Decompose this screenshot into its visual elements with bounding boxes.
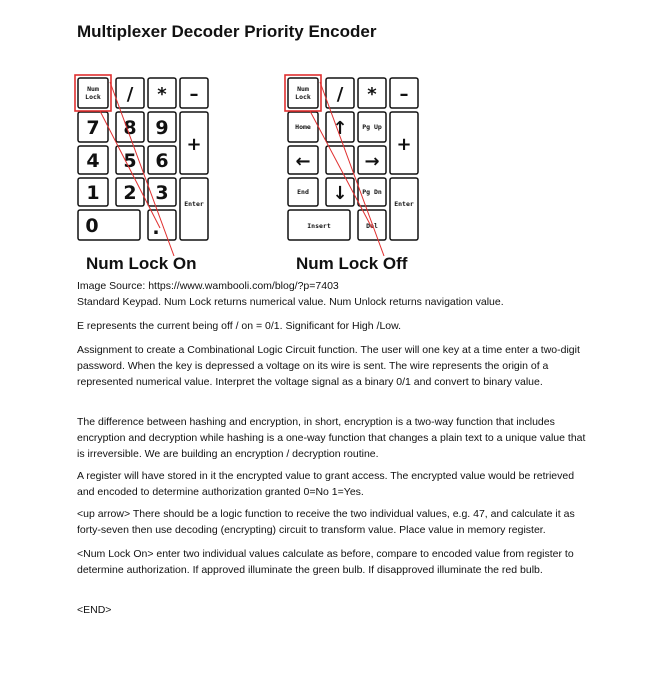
svg-text:–: – xyxy=(399,84,409,105)
up-arrow-paragraph: <up arrow> There should be a logic function to receive the two individual values, e.g. 47, and calculate it as forty-seven then use decoding (encrypting) circuit to transform value. Place value in memory register. xyxy=(77,508,575,536)
key-numlock-off xyxy=(288,78,318,108)
svg-text:←: ← xyxy=(295,151,311,172)
key-blank-5 xyxy=(326,146,354,174)
svg-text:Num: Num xyxy=(297,85,309,93)
svg-text:0: 0 xyxy=(85,215,99,237)
svg-text:*: * xyxy=(157,84,167,105)
svg-text:Enter: Enter xyxy=(394,200,414,208)
key-0 xyxy=(78,210,140,240)
key-left-arrow xyxy=(288,146,318,174)
svg-text:/: / xyxy=(126,84,134,105)
hashing-encryption-paragraph: The difference between hashing and encryption, in short, encryption is a two-way function that includes encryption and decryption while hashing is a one-way function that changes a plain text to a unique value that is irreversible. We are building an encryption / decryption routine. xyxy=(77,416,586,460)
key-1 xyxy=(78,178,108,206)
key-star-on xyxy=(148,78,176,108)
key-plus-off xyxy=(390,112,418,174)
key-slash-on xyxy=(116,78,144,108)
svg-text:5: 5 xyxy=(123,150,137,172)
key-end xyxy=(288,178,318,206)
keypad-figure xyxy=(0,0,660,290)
e-represents-note: E represents the current being off / on = 0/1. Significant for High /Low. xyxy=(77,320,402,332)
key-dot xyxy=(148,210,176,240)
svg-text:9: 9 xyxy=(155,117,169,139)
assignment-paragraph: Assignment to create a Combinational Logic Circuit function. The user will one key at a time enter a two-digit password. When the key is depressed a voltage on its wire is sent. The wire represents the origin of a represented numerical value. Interpret the voltage signal as a binary 0/1 and convert to binary value. xyxy=(77,344,580,388)
svg-text:3: 3 xyxy=(155,182,169,204)
numlock-on-paragraph: <Num Lock On> enter two individual values calculate as before, compare to encoded value from register to determine authorization. If approved illuminate the green bulb. If disapproved illuminate the red bulb. xyxy=(77,548,574,576)
key-home xyxy=(288,112,318,142)
svg-text:8: 8 xyxy=(123,117,137,139)
svg-text:6: 6 xyxy=(155,150,169,172)
svg-text:Lock: Lock xyxy=(295,93,311,101)
caption-numlock-on: Num Lock On xyxy=(86,254,197,273)
svg-text:*: * xyxy=(367,84,377,105)
svg-text:+: + xyxy=(186,134,202,155)
key-slash-off xyxy=(326,78,354,108)
key-3 xyxy=(148,178,176,206)
register-paragraph: A register will have stored in it the encrypted value to grant access. The encrypted value would be retrieved and encoded to determine authorization granted 0=No 1=Yes. xyxy=(77,470,575,498)
svg-text:7: 7 xyxy=(86,117,100,139)
svg-text:Pg Dn: Pg Dn xyxy=(362,188,382,196)
keypad-numlock-on xyxy=(75,75,208,256)
image-source: Image Source: https://www.wambooli.com/blog/?p=7403 xyxy=(77,280,339,292)
end-marker: <END> xyxy=(77,604,112,616)
key-7 xyxy=(78,112,108,142)
svg-text:.: . xyxy=(152,217,160,239)
key-enter-off xyxy=(390,178,418,240)
key-minus-on xyxy=(180,78,208,108)
key-minus-off xyxy=(390,78,418,108)
key-star-off xyxy=(358,78,386,108)
key-right-arrow xyxy=(358,146,386,174)
key-enter-on xyxy=(180,178,208,240)
key-pgdn xyxy=(358,178,386,206)
key-insert xyxy=(288,210,350,240)
key-9 xyxy=(148,112,176,142)
key-6 xyxy=(148,146,176,174)
caption-numlock-off: Num Lock Off xyxy=(296,254,408,273)
svg-text:Lock: Lock xyxy=(85,93,101,101)
key-del xyxy=(358,210,386,240)
svg-text:Del: Del xyxy=(366,222,378,230)
svg-text:End: End xyxy=(297,188,309,196)
svg-text:/: / xyxy=(336,84,344,105)
svg-text:Pg Up: Pg Up xyxy=(362,123,382,131)
key-4 xyxy=(78,146,108,174)
svg-text:Home: Home xyxy=(295,123,311,131)
svg-text:4: 4 xyxy=(86,150,100,172)
svg-text:2: 2 xyxy=(123,182,137,204)
keypad-numlock-off xyxy=(285,75,418,256)
svg-text:↑: ↑ xyxy=(332,118,348,139)
svg-text:Enter: Enter xyxy=(184,200,204,208)
key-plus-on xyxy=(180,112,208,174)
svg-text:1: 1 xyxy=(86,182,100,204)
svg-text:Num: Num xyxy=(87,85,99,93)
key-numlock-on xyxy=(78,78,108,108)
page-title: Multiplexer Decoder Priority Encoder xyxy=(77,22,377,41)
svg-text:→: → xyxy=(364,151,380,172)
svg-text:+: + xyxy=(396,134,412,155)
svg-text:–: – xyxy=(189,84,199,105)
svg-text:Insert: Insert xyxy=(307,222,331,230)
key-down-arrow xyxy=(326,178,354,206)
standard-keypad-note: Standard Keypad. Num Lock returns numerical value. Num Unlock returns navigation value. xyxy=(77,296,504,308)
key-pgup xyxy=(358,112,386,142)
svg-text:↓: ↓ xyxy=(332,183,348,204)
key-2 xyxy=(116,178,144,206)
